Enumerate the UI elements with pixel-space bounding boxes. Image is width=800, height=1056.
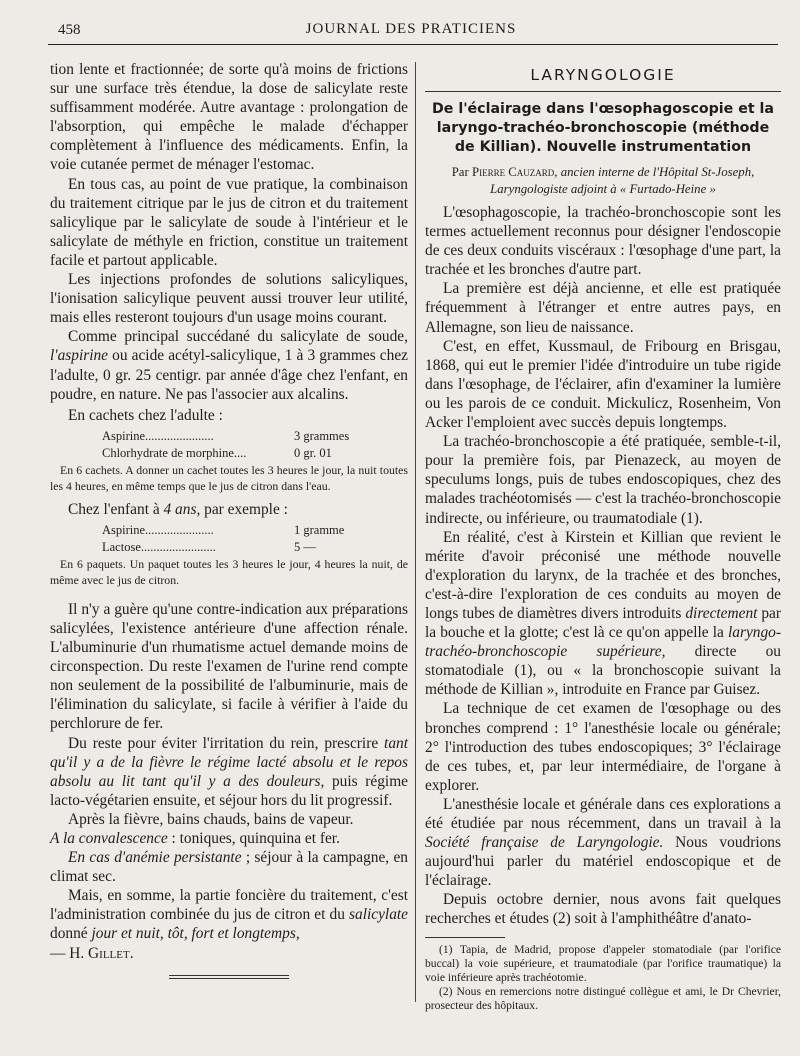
paragraph: Depuis octobre dernier, nous avons fait quelques recherches et études (2) soit à l'amphithéâtre d'anato- [425, 891, 781, 928]
paragraph: La technique de cet examen de l'œsophage ou des bronches comprend : 1° l'anesthésie locale ou générale; 2° l'introduction des tubes endoscopiques; 3° l'éclairage de ces tubes, et, par leur intermédiaire, de l'organe à explorer. [425, 700, 781, 794]
paragraph: Les injections profondes de solutions salicyliques, l'ionisation salicylique peuvent aussi trouver leur utilité, mais elles resteront toujours d'un usage moins courant. [50, 271, 408, 327]
prescription-adult [50, 428, 408, 462]
left-column [50, 60, 408, 979]
prescription-intro: En cachets chez l'adulte : [68, 406, 223, 424]
paragraph: Mais, en somme, la partie foncière du traitement, c'est l'administration combinée du jus de citron et du salicylate donné jour et nuit, tôt, fort et longtemps, — H. Gillet. [50, 887, 408, 962]
paragraph: C'est, en effet, Kussmaul, de Fribourg en Brisgau, 1868, qui eut le premier l'idée d'introduire un tube rigide dans l'œsophage, de l'éclairer, afin d'examiner la lumière ou les parois de ce conduit. Mickulicz, Rosenheim, Von Acker l'emploient avec succès depuis longtemps. [425, 337, 781, 432]
paragraph: tion lente et fractionnée; de sorte qu'à moins de frictions sur une surface très étendue, la dose de salicylate reste suffisamment modérée. Autre avantage : prolongation de l'absorption, qui empêche le malade d'échapper complètement à l'influence des médicaments. Enfin, la voie cutanée permet de ménager l'estomac. [50, 61, 408, 174]
paragraph: Il n'y a guère qu'une contre-indication aux préparations salicylées, l'existence antérieure d'une affection rénale. L'albuminurie d'un rhumatisme actuel demande moins de circonspection. Du reste l'examen de l'urine rend compte non seulement de la possibilité de l'albuminurie, mais de l'élimination du salicylate, si facile à vérifier à l'aide du perchlorure de fer. [50, 600, 408, 733]
journal-title: JOURNAL DES PRATICIENS [305, 21, 517, 37]
section-rule [425, 91, 781, 92]
rx-line: Aspirine...................... 1 gramme [102, 522, 345, 537]
header-rule [48, 44, 778, 45]
rx-line: Lactose........................ 5 — [102, 539, 316, 554]
paragraph: La première est déjà ancienne, et elle est pratiquée fréquemment à l'étranger et entre autres pays, en Allemagne, son lieu de naissance. [425, 280, 781, 336]
footnote: (2) Nous en remercions notre distingué collègue et ami, le Dr Chevrier, prosecteur des hôpitaux. [425, 985, 781, 1013]
prescription-note: En 6 paquets. Un paquet toutes les 3 heures le jour, 4 heures la nuit, de même avec le jus de citron. [50, 556, 408, 587]
rx-line: Chlorhydrate de morphine.... 0 gr. 01 [102, 445, 332, 460]
author-signature: H. Gillet. [69, 944, 134, 962]
article-title: De l'éclairage dans l'œsophagoscopie et la laryngo-trachéo-bronchoscopie (méthode de Killian). Nouvelle instrumentation [432, 101, 774, 155]
paragraph: Comme principal succédané du salicylate de soude, l'aspirine ou acide acétyl-salicylique, 1 à 3 grammes chez l'adulte, 0 gr. 25 centigr. par année d'âge chez l'enfant, en poudre, en nature. Ne pas l'associer aux alcalins. [50, 328, 408, 403]
column-divider [415, 62, 416, 1002]
paragraph: A la convalescence : toniques, quinquina et fer. [50, 830, 340, 847]
paragraph: L'œsophagoscopie, la trachéo-bronchoscopie sont les termes actuellement reconnus pour désigner l'endoscopie de ces deux conduits viscéraux : l'œsophage d'une part, la trachée et les bronches d'autre part. [425, 204, 781, 279]
page-number: 458 [58, 22, 81, 38]
paragraph: La trachéo-bronchoscopie a été pratiquée, semble-t-il, pour la première fois, par Pienazeck, au moyen de speculums longs, puis de tubes endoscopiques, chez des malades trachéotomisés — c'est la trachéo-bronchoscopie indirecte, ou inférieure, ou traumatodiale (1). [425, 433, 781, 527]
byline: Par Pierre Cauzard, ancien interne de l'Hôpital St-Joseph, Laryngologiste adjoint à « Furtado-Heine » [451, 165, 755, 196]
prescription-child [50, 522, 408, 556]
paragraph: En cas d'anémie persistante ; séjour à la campagne, en climat sec. [50, 849, 408, 886]
section-title: LARYNGOLOGIE [530, 66, 676, 84]
end-rule [169, 975, 289, 979]
prescription-intro: Chez l'enfant à 4 ans, par exemple : [68, 500, 288, 518]
paragraph: L'anesthésie locale et générale dans ces explorations a été étudiée par nous récemment, dans un travail à la Société française de Laryngologie. Nous voudrions aujourd'hui parler du matériel endoscopique et de l'éclairage. [425, 795, 781, 890]
footnote-rule [425, 937, 505, 938]
prescription-note: En 6 cachets. A donner un cachet toutes les 3 heures le jour, la nuit toutes les 4 heures, en même temps que le jus de citron dans l'eau. [50, 462, 408, 493]
rx-line: Aspirine...................... 3 grammes [102, 428, 350, 443]
paragraph: Après la fièvre, bains chauds, bains de vapeur. [68, 810, 354, 828]
paragraph: Du reste pour éviter l'irritation du rein, prescrire tant qu'il y a de la fièvre le régime lacté absolu et le repos absolu au lit tant qu'il y a des douleurs, puis régime lacto-végétarien ensuite, et séjour hors du lit progressif. [50, 734, 408, 809]
page-header [46, 18, 776, 42]
paragraph: En tous cas, au point de vue pratique, la combinaison du traitement citrique par le jus de citron et du traitement salicylique par le salicylate de soude à l'intérieur et le salicylate de méthyle en friction, constitue un traitement facile et partout applicable. [50, 175, 408, 269]
paragraph: En réalité, c'est à Kirstein et Killian que revient le mérite d'avoir préconisé une méthode nouvelle d'exploration du larynx, de la trachée et des bronches, c'est-à-dire l'exploration de ces conduits au moyen de longs tubes de diamètres divers introduits directement par la bouche et la glotte; c'est là ce qu'on appelle la laryngo-trachéo-bronchoscopie supérieure, directe ou stomatodiale (1), ou « la bronchoscopie suivant la méthode de Killian », introduite en France par Guisez. [425, 528, 782, 699]
right-column [425, 60, 781, 1014]
footnote: (1) Tapia, de Madrid, propose d'appeler stomatodiale (par l'orifice buccal) la voie supérieure, et traumatodiale (par l'orifice traumatique) la voie inférieure après trachéotomie. [425, 942, 781, 984]
